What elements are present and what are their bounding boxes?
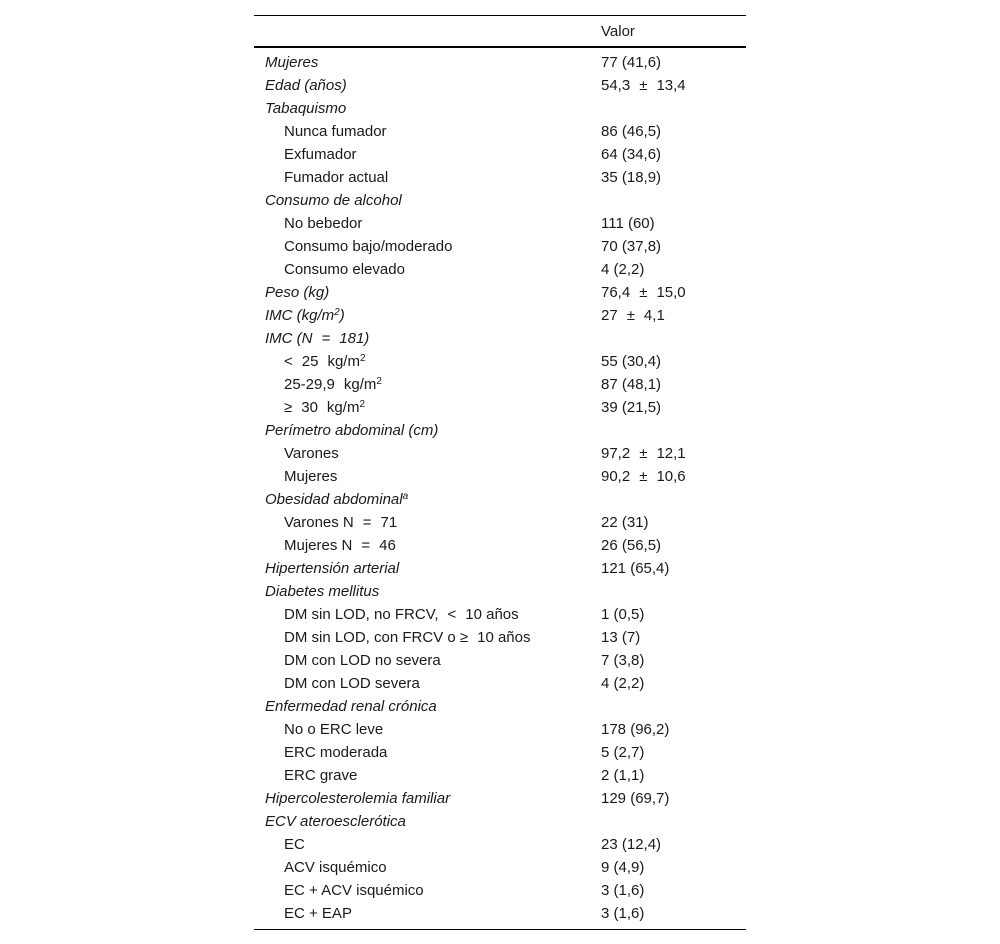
row-value [590,488,746,511]
table-row [254,350,746,373]
table-row [254,787,746,810]
row-label-text: Varones [284,445,339,462]
row-label-text: ERC grave [284,767,358,784]
characteristics-table-wrapper [254,15,746,930]
row-label [254,74,590,97]
row-label-text: Consumo elevado [284,261,405,278]
row-value: 97,2 ± 12,1 [601,445,686,462]
table-row [254,281,746,304]
table-row [254,879,746,902]
table-row [254,258,746,281]
table-row [254,304,746,327]
table-header [254,16,746,48]
row-label-text: Hipercolesterolemia familiar [265,790,451,807]
row-label [254,166,590,189]
row-label [254,741,590,764]
table-row [254,396,746,419]
row-label-text: Varones N = 71 [284,514,398,531]
row-label [254,626,590,649]
row-label [254,695,590,718]
row-label [254,120,590,143]
row-label [254,97,590,120]
row-value [590,419,746,442]
header-label [254,16,590,48]
row-label-text: ACV isquémico [284,859,387,876]
row-value: 7 (3,8) [601,652,645,669]
row-label-suffix: ) [339,307,345,324]
row-label-text: EC + EAP [284,905,352,922]
row-value: 22 (31) [601,514,649,531]
table-row [254,166,746,189]
row-value: 4 (2,2) [601,261,645,278]
row-value [590,97,746,120]
row-label-superscript: 2 [334,307,340,318]
row-label-superscript: 2 [376,376,382,387]
table-row [254,741,746,764]
table-row [254,189,746,212]
row-value: 86 (46,5) [601,123,662,140]
row-value: 121 (65,4) [601,560,670,577]
row-label [254,327,590,350]
row-label-text: Edad (años) [265,77,347,94]
row-value: 3 (1,6) [601,905,645,922]
row-value: 9 (4,9) [601,859,645,876]
row-label-text: ≥ 30 kg/m [284,399,360,416]
row-value [590,580,746,603]
row-value: 23 (12,4) [601,836,662,853]
row-label [254,189,590,212]
row-label-superscript: 2 [359,399,366,410]
table-row [254,626,746,649]
row-label-text: DM con LOD no severa [284,652,441,669]
row-value: 35 (18,9) [601,169,662,186]
row-label-text: Fumador actual [284,169,389,186]
row-value: 1 (0,5) [601,606,645,623]
table-row [254,718,746,741]
table-row [254,649,746,672]
row-value: 26 (56,5) [601,537,662,554]
table-row [254,97,746,120]
row-value: 129 (69,7) [601,790,670,807]
row-label-text: Mujeres [265,54,319,71]
row-label [254,419,590,442]
row-value: 77 (41,6) [601,54,662,71]
row-label [254,810,590,833]
row-label-text: Enfermedad renal crónica [265,698,437,715]
row-label [254,787,590,810]
row-value: 70 (37,8) [601,238,662,255]
table-row [254,833,746,856]
table-body [254,47,746,930]
row-label [254,488,590,511]
row-label [254,534,590,557]
row-value: 55 (30,4) [601,353,662,370]
row-value: 4 (2,2) [601,675,645,692]
row-label-text: ERC moderada [284,744,388,761]
row-value: 87 (48,1) [601,376,662,393]
row-value [590,695,746,718]
row-label [254,718,590,741]
row-label-text: IMC (kg/m [265,307,335,324]
table-row [254,419,746,442]
row-label-text: DM sin LOD, con FRCV o ≥ 10 años [284,629,531,646]
row-label-superscript: 2 [359,353,366,364]
row-value: 27 ± 4,1 [601,307,665,324]
table-row [254,327,746,350]
row-value: 3 (1,6) [601,882,645,899]
row-value [590,189,746,212]
row-label [254,442,590,465]
row-value [590,327,746,350]
table-row [254,120,746,143]
table-row [254,143,746,166]
row-value: 111 (60) [601,215,655,232]
row-value: 39 (21,5) [601,399,662,416]
table-row [254,74,746,97]
row-value: 178 (96,2) [601,721,670,738]
row-label-text: Consumo bajo/moderado [284,238,453,255]
table-row [254,488,746,511]
row-label-text: Perímetro abdominal (cm) [265,422,439,439]
row-label [254,580,590,603]
row-label-text: EC + ACV isquémico [284,882,424,899]
row-value: 2 (1,1) [601,767,645,784]
row-label [254,672,590,695]
row-label [254,212,590,235]
table-row [254,534,746,557]
row-label-text: EC [284,836,305,853]
header-row [254,16,746,48]
row-label-text: Consumo de alcohol [265,192,402,209]
row-label-text: Tabaquismo [265,100,347,117]
row-label [254,764,590,787]
table-row [254,212,746,235]
row-value: 54,3 ± 13,4 [601,77,686,94]
row-label-text: DM sin LOD, no FRCV, < 10 años [284,606,519,623]
table-row [254,557,746,580]
row-value: 13 (7) [601,629,641,646]
row-label-text: DM con LOD severa [284,675,420,692]
row-label [254,396,590,419]
row-label-text: Obesidad abdominal [265,491,403,508]
row-label-text: Diabetes mellitus [265,583,380,600]
row-label-superscript: a [402,491,409,502]
table-row [254,856,746,879]
row-label [254,258,590,281]
row-label [254,235,590,258]
row-label [254,373,590,396]
row-label [254,833,590,856]
row-label-text: No bebedor [284,215,363,232]
row-label [254,603,590,626]
row-label-text: < 25 kg/m [284,353,360,370]
table-row [254,373,746,396]
row-label-text: Mujeres [284,468,338,485]
row-label-text: No o ERC leve [284,721,384,738]
table-row [254,764,746,787]
table-row [254,235,746,258]
row-label [254,511,590,534]
row-label [254,281,590,304]
row-label [254,557,590,580]
characteristics-table [254,15,746,930]
row-label [254,350,590,373]
header-value: Valor [601,22,635,40]
table-row [254,603,746,626]
table-row [254,465,746,488]
row-label [254,902,590,930]
row-label [254,649,590,672]
row-label [254,465,590,488]
table-row [254,810,746,833]
row-value: 64 (34,6) [601,146,662,163]
table-row [254,695,746,718]
table-row [254,511,746,534]
row-label-text: ECV ateroesclerótica [265,813,406,830]
table-row [254,672,746,695]
table-row [254,47,746,74]
row-label-text: Peso (kg) [265,284,330,301]
table-row [254,442,746,465]
row-label-text: IMC (N = 181) [265,330,370,347]
row-label [254,304,590,327]
row-value: 90,2 ± 10,6 [601,468,686,485]
row-value: 76,4 ± 15,0 [601,284,686,301]
row-label [254,879,590,902]
row-label-text: Hipertensión arterial [265,560,400,577]
row-label [254,856,590,879]
row-value: 5 (2,7) [601,744,645,761]
table-row [254,580,746,603]
row-label-text: 25-29,9 kg/m [284,376,377,393]
table-row [254,902,746,930]
row-value [590,810,746,833]
row-label-text: Exfumador [284,146,357,163]
row-label-text: Mujeres N = 46 [284,537,396,554]
row-label [254,143,590,166]
row-label-text: Nunca fumador [284,123,387,140]
row-label [254,47,590,74]
